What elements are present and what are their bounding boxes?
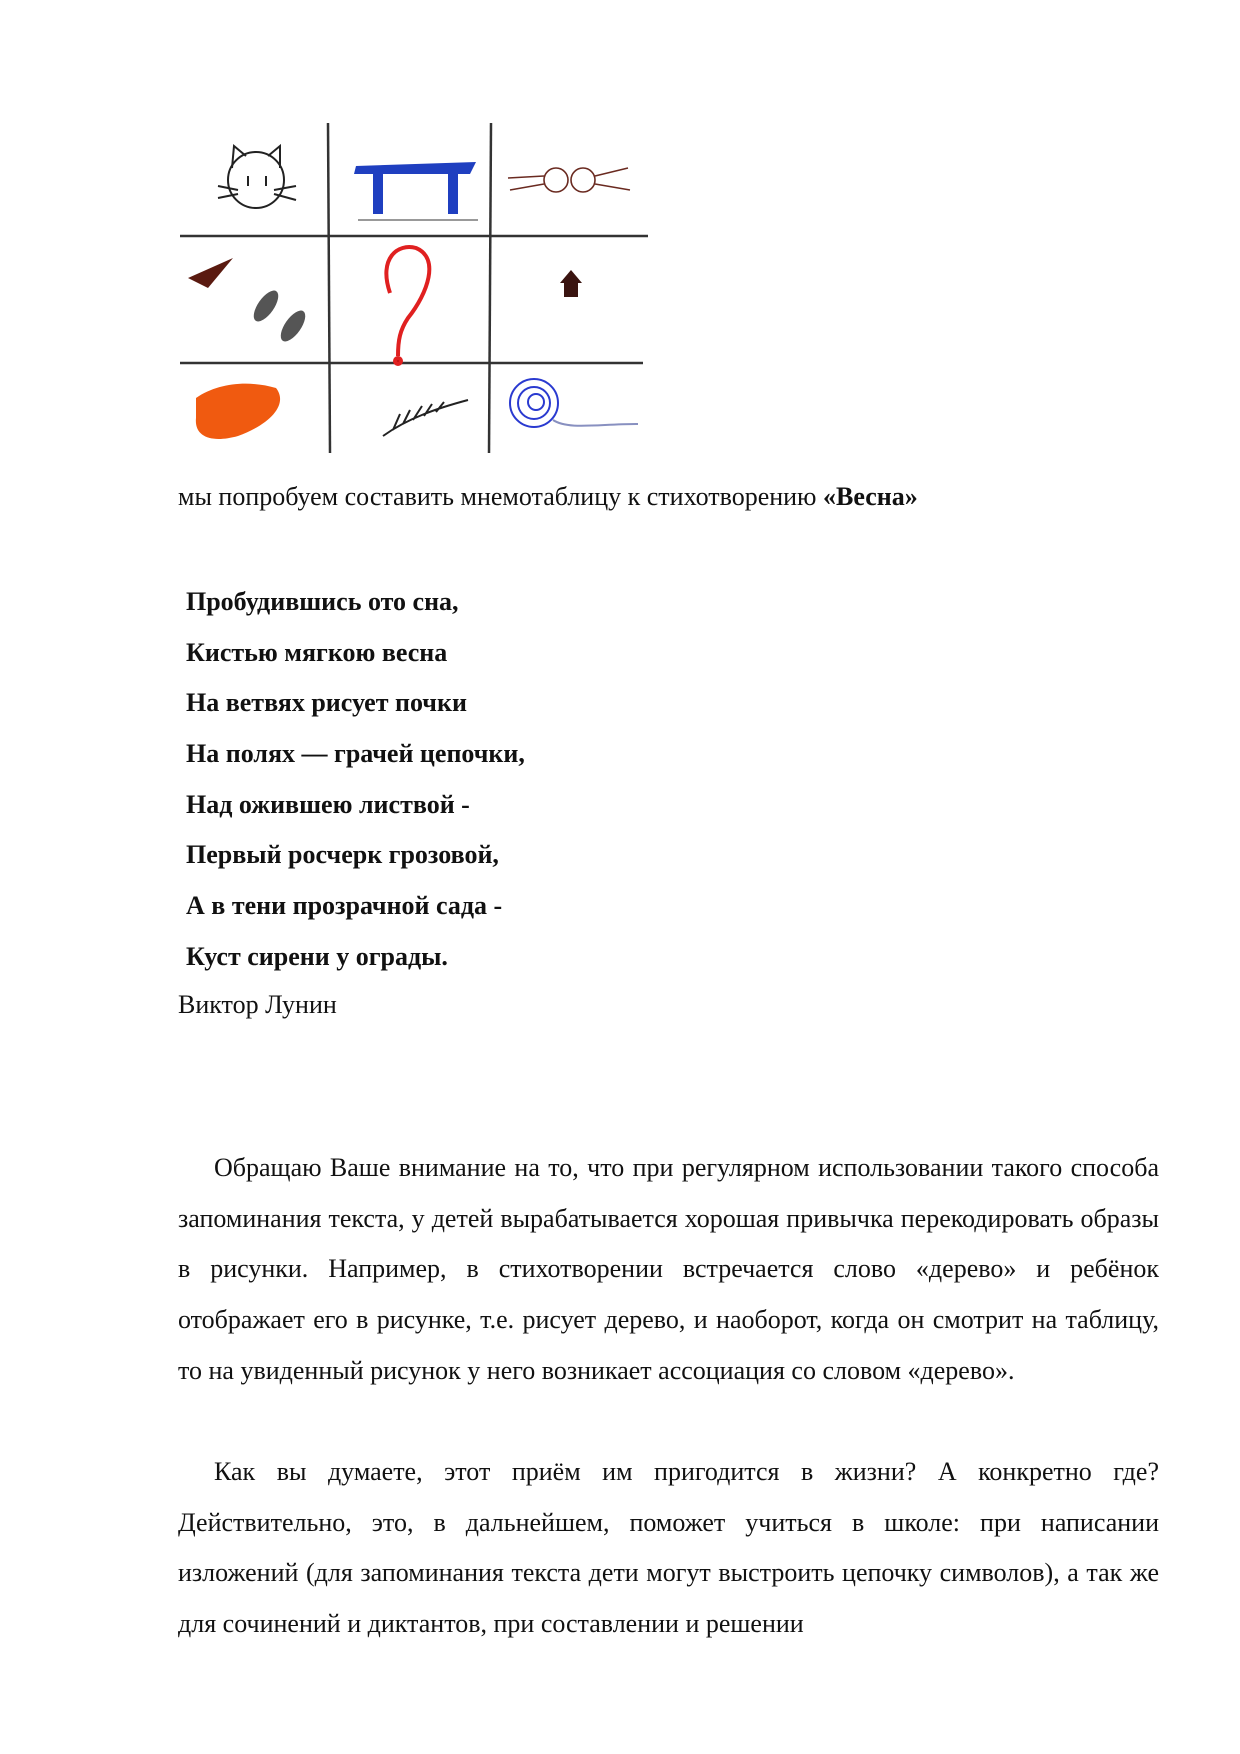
- orange-scribble-icon: [196, 384, 280, 439]
- poem-line: На полях — грачей цепочки,: [186, 739, 525, 769]
- mnemonic-table-image: [178, 118, 658, 458]
- rook-birds-icon: [188, 258, 310, 345]
- bench-icon: [354, 162, 478, 220]
- poem-line: Пробудившись ото сна,: [186, 587, 459, 616]
- poem-line: Куст сирени у ограды.: [186, 941, 448, 971]
- poem-line: На ветвях рисует почки: [186, 688, 467, 718]
- ball-of-yarn-icon: [510, 379, 638, 427]
- house-icon: [560, 270, 582, 297]
- poem-line: Первый росчерк грозовой,: [186, 840, 499, 870]
- poem-line: Над ожившею листвой -: [186, 789, 470, 819]
- poem: [186, 584, 525, 990]
- poem-title: «Весна»: [823, 482, 918, 511]
- body-paragraph: Как вы думаете, этот приём им пригодится в жизни? А конкретно где? Действительно, это, в дальнейшем, поможет учиться в школе: при написании изложений (для запоминания текста дети могут выстроить цепочку символов), а так же для сочинений и диктантов, при составлении и решении: [178, 1457, 1159, 1639]
- poem-line: Кистью мягкою весна: [186, 637, 448, 667]
- cat-face-icon: [218, 146, 296, 208]
- table-caption: [178, 482, 918, 512]
- whiskers-icon: [508, 168, 630, 192]
- body-paragraph: Обращаю Ваше внимание на то, что при регулярном использовании такого способа запоминания текста, у детей вырабатывается хорошая привычка перекодировать образы в рисунки. Например, в стихотворении встречается слово «дерево» и ребёнок отображает его в рисунке, т.е. рисует дерево, и наоборот, когда он смотрит на таблицу, то на увиденный рисунок у него возникает ассоциация со словом «дерево».: [178, 1153, 1159, 1385]
- grass-stroke-icon: [383, 400, 468, 436]
- question-mark-icon: [386, 247, 429, 364]
- poem-author: Виктор Лунин: [178, 990, 337, 1019]
- caption-text: мы попробуем составить мнемотаблицу к стихотворению: [178, 482, 823, 511]
- poem-line: А в тени прозрачной сада -: [186, 891, 503, 921]
